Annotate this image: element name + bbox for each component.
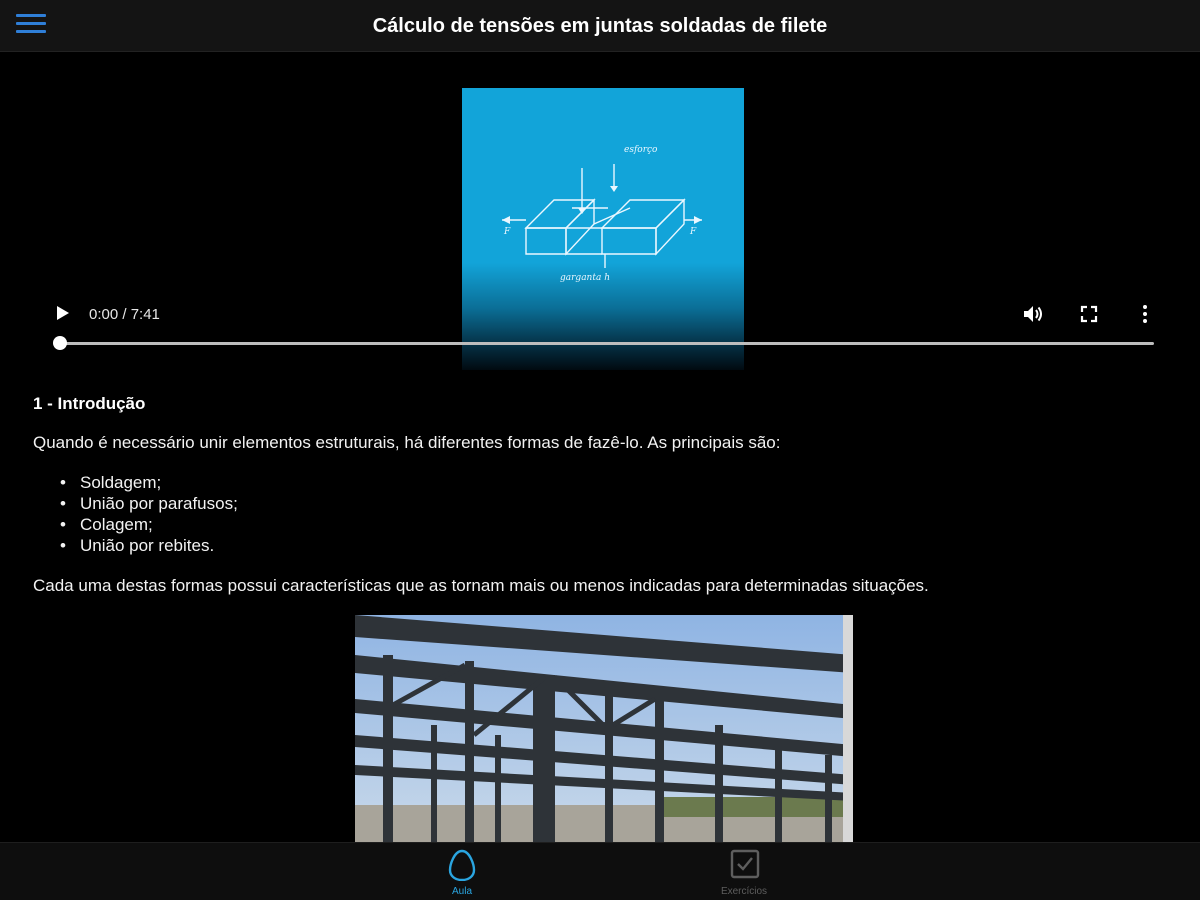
fullscreen-icon[interactable] <box>1080 305 1098 323</box>
app-header <box>0 0 1200 52</box>
welded-joint-sketch <box>462 88 744 370</box>
more-options-icon[interactable] <box>1140 304 1150 324</box>
play-icon[interactable] <box>56 305 70 321</box>
tab-exercicios[interactable] <box>684 843 804 900</box>
section-title: 1 - Introdução <box>33 394 146 413</box>
steel-structure-photo <box>355 615 853 842</box>
egg-icon <box>448 849 476 881</box>
poster-force-left: F <box>504 227 511 237</box>
poster-force-right: F <box>690 227 697 237</box>
intro-paragraph: Quando é necessário unir elementos estruturais, há diferentes formas de fazê-lo. As principais são: <box>33 433 781 452</box>
second-paragraph: Cada uma destas formas possui características que as tornam mais ou menos indicadas para determinadas situações. <box>33 576 929 595</box>
list-item: • Colagem; <box>80 514 238 535</box>
bottom-tab-bar <box>0 842 1200 900</box>
lesson-content[interactable] <box>0 52 1200 842</box>
list-item: • União por rebites. <box>80 535 238 556</box>
poster-bottom-label: garganta h <box>560 273 610 283</box>
poster-top-label: esforço <box>624 145 658 155</box>
video-progress-thumb[interactable] <box>53 336 67 350</box>
tab-exercicios-label: Exercícios <box>720 886 768 897</box>
joining-methods-list <box>80 472 238 556</box>
page-title: Cálculo de tensões em juntas soldadas de filete <box>372 15 828 37</box>
video-player[interactable] <box>0 52 1200 372</box>
checkbox-icon <box>730 849 760 879</box>
list-item: • Soldagem; <box>80 472 238 493</box>
volume-icon[interactable] <box>1022 304 1044 324</box>
video-poster <box>462 88 744 370</box>
tab-aula-label: Aula <box>451 886 472 897</box>
video-progress-bar[interactable] <box>60 342 1154 345</box>
video-time: 0:00 / 7:41 <box>89 306 160 323</box>
tab-aula[interactable] <box>402 843 522 900</box>
list-item: • União por parafusos; <box>80 493 238 514</box>
